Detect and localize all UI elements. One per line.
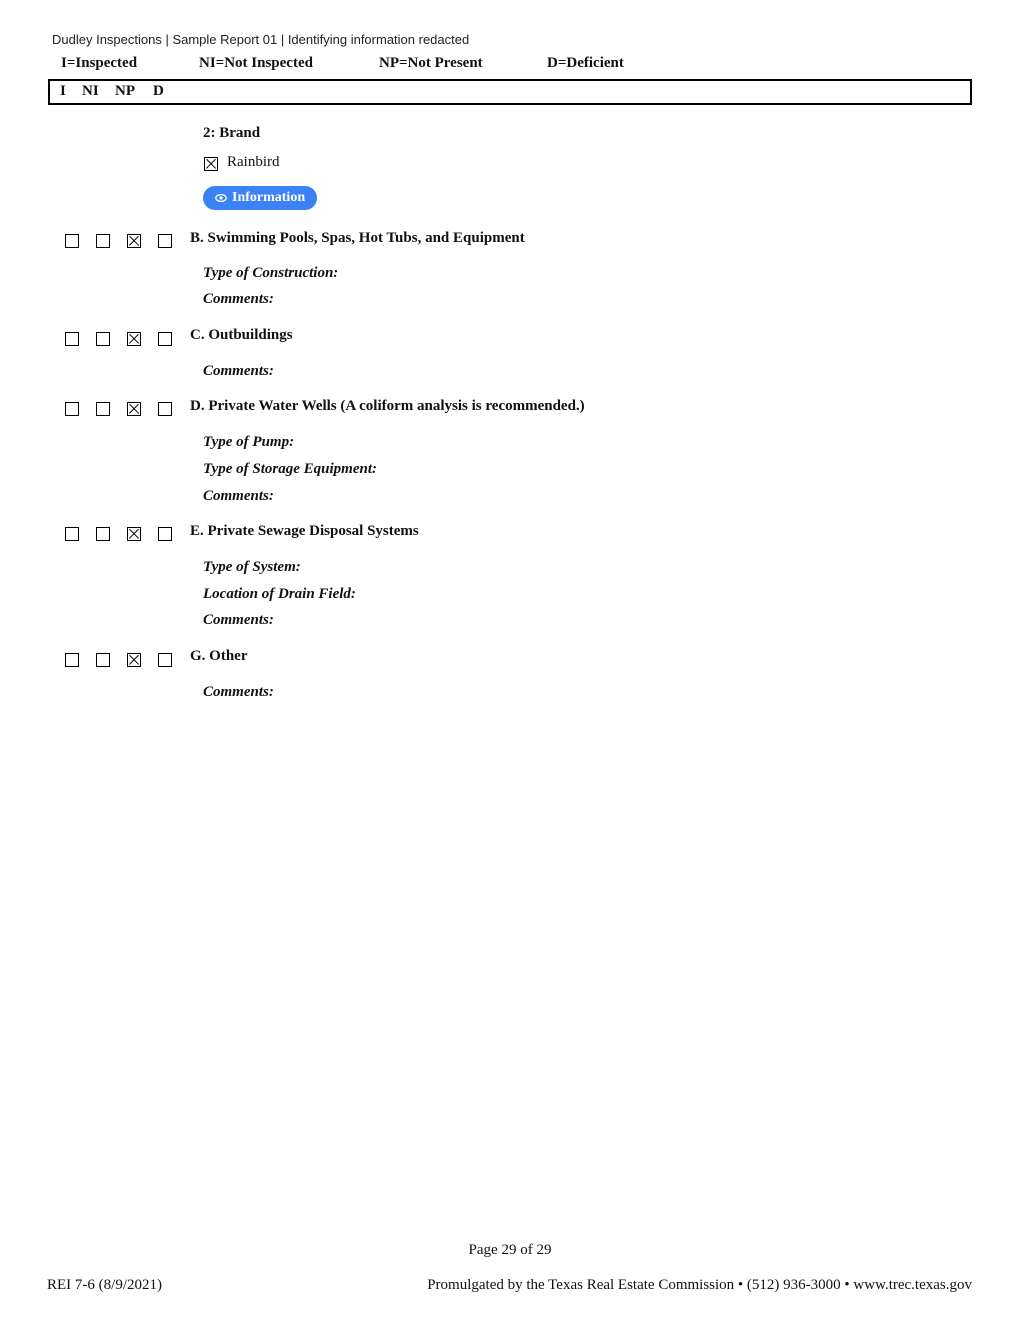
eye-icon bbox=[215, 192, 227, 204]
section-d-np-checkbox[interactable] bbox=[127, 402, 141, 416]
section-d-title: D. Private Water Wells (A coliform analysis is recommended.) bbox=[190, 398, 585, 414]
section-g-np-checkbox[interactable] bbox=[127, 653, 141, 667]
rainbird-label: Rainbird bbox=[227, 154, 280, 170]
column-i: I bbox=[60, 83, 66, 99]
information-button[interactable] bbox=[203, 186, 317, 210]
section-d-ni-checkbox[interactable] bbox=[96, 402, 110, 416]
section-e-ni-checkbox[interactable] bbox=[96, 527, 110, 541]
section-g-comments: Comments: bbox=[203, 684, 274, 700]
section-d-i-checkbox[interactable] bbox=[65, 402, 79, 416]
section-g-title: G. Other bbox=[190, 648, 248, 664]
brand-title: 2: Brand bbox=[203, 125, 261, 141]
report-header: Dudley Inspections | Sample Report 01 | Identifying information redacted bbox=[52, 32, 470, 47]
section-e-d-checkbox[interactable] bbox=[158, 527, 172, 541]
section-e-type-of-system: Type of System: bbox=[203, 559, 301, 575]
legend-deficient: D=Deficient bbox=[547, 55, 624, 71]
section-b-ni-checkbox[interactable] bbox=[96, 234, 110, 248]
section-c-comments: Comments: bbox=[203, 363, 274, 379]
section-d-type-of-storage: Type of Storage Equipment: bbox=[203, 461, 378, 477]
section-c-i-checkbox[interactable] bbox=[65, 332, 79, 346]
section-c-np-checkbox[interactable] bbox=[127, 332, 141, 346]
section-b-type-of-construction: Type of Construction: bbox=[203, 265, 339, 281]
legend-inspected: I=Inspected bbox=[61, 55, 138, 71]
page-number: Page 29 of 29 bbox=[468, 1242, 552, 1258]
section-b-comments: Comments: bbox=[203, 291, 274, 307]
section-b-title: B. Swimming Pools, Spas, Hot Tubs, and Equipment bbox=[190, 230, 525, 246]
section-b-np-checkbox[interactable] bbox=[127, 234, 141, 248]
section-e-np-checkbox[interactable] bbox=[127, 527, 141, 541]
section-e-comments: Comments: bbox=[203, 612, 274, 628]
section-b-i-checkbox[interactable] bbox=[65, 234, 79, 248]
section-g-i-checkbox[interactable] bbox=[65, 653, 79, 667]
rainbird-checkbox[interactable] bbox=[204, 157, 218, 171]
section-g-ni-checkbox[interactable] bbox=[96, 653, 110, 667]
section-c-title: C. Outbuildings bbox=[190, 327, 293, 343]
section-b-d-checkbox[interactable] bbox=[158, 234, 172, 248]
column-ni: NI bbox=[82, 83, 99, 99]
section-e-i-checkbox[interactable] bbox=[65, 527, 79, 541]
section-e-title: E. Private Sewage Disposal Systems bbox=[190, 523, 419, 539]
column-header-bar bbox=[48, 79, 972, 105]
column-d: D bbox=[153, 83, 164, 99]
section-d-type-of-pump: Type of Pump: bbox=[203, 434, 295, 450]
column-np: NP bbox=[115, 83, 135, 99]
legend-not-inspected: NI=Not Inspected bbox=[199, 55, 313, 71]
section-c-d-checkbox[interactable] bbox=[158, 332, 172, 346]
information-button-label: Information bbox=[232, 190, 306, 205]
section-e-location-drain-field: Location of Drain Field: bbox=[203, 586, 356, 602]
section-c-ni-checkbox[interactable] bbox=[96, 332, 110, 346]
legend-not-present: NP=Not Present bbox=[379, 55, 483, 71]
section-g-d-checkbox[interactable] bbox=[158, 653, 172, 667]
section-d-comments: Comments: bbox=[203, 488, 274, 504]
promulgation-notice: Promulgated by the Texas Real Estate Commission • (512) 936-3000 • www.trec.texas.gov bbox=[427, 1277, 972, 1293]
form-number: REI 7-6 (8/9/2021) bbox=[47, 1277, 162, 1293]
section-d-d-checkbox[interactable] bbox=[158, 402, 172, 416]
